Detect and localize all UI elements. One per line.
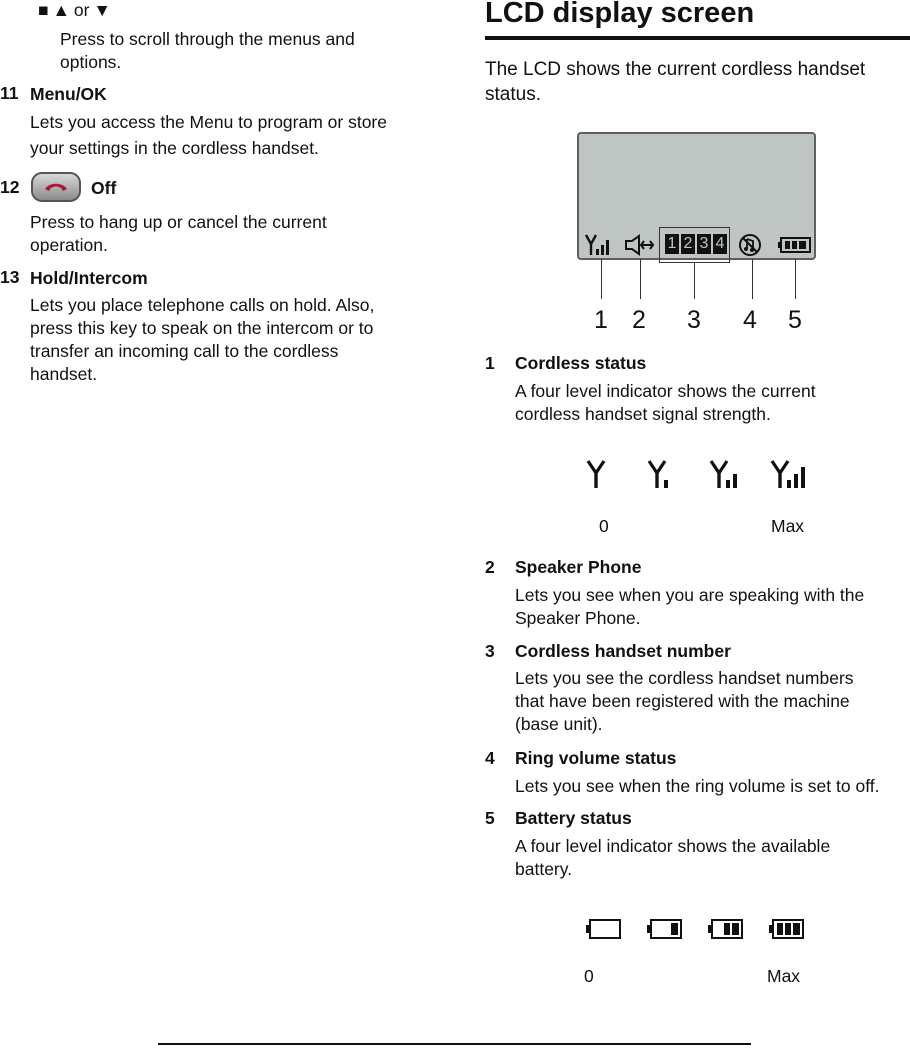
- callout-number-2: 2: [632, 306, 646, 334]
- callout-line-1: [601, 259, 602, 299]
- signal-strength-icon: [585, 234, 613, 256]
- title-divider: [485, 36, 910, 40]
- signal-level-1-icon: [647, 459, 671, 489]
- battery-full-icon: [778, 236, 812, 254]
- callout-number-3: 3: [687, 306, 701, 334]
- signal-scale-max: Max: [771, 516, 805, 536]
- section-desc-cordless-status: A four level indicator shows the current cordless handset signal strength.: [515, 381, 816, 424]
- section-title-cordless-status: Cordless status: [515, 353, 647, 373]
- item-number-13: 13: [0, 267, 20, 287]
- section-title-ring-volume: Ring volume status: [515, 748, 677, 768]
- battery-scale-min: 0: [584, 966, 594, 986]
- down-arrow-icon: ▼: [93, 0, 111, 20]
- hang-up-icon: [43, 180, 69, 194]
- section-title-battery-status: Battery status: [515, 808, 632, 828]
- or-text: or: [73, 0, 90, 20]
- ring-volume-off-icon: [738, 233, 762, 257]
- navigation-keys-desc: Press to scroll through the menus and options.: [60, 29, 355, 72]
- handset-number-indicator: [665, 234, 727, 254]
- battery-scale-max: Max: [767, 966, 801, 986]
- item-desc-off: Press to hang up or cancel the current operation.: [30, 212, 327, 255]
- page-title: LCD display screen: [485, 0, 755, 29]
- section-title-speaker-phone: Speaker Phone: [515, 557, 642, 577]
- handset-number-2: 2: [681, 234, 695, 254]
- item-title-menu-ok: Menu/OK: [30, 84, 107, 104]
- item-desc-menu-ok: Lets you access the Menu to program or store your settings in the cordless handset.: [30, 112, 387, 158]
- handset-number-3: 3: [697, 234, 711, 254]
- signal-level-0-icon: [586, 459, 606, 489]
- callout-number-1: 1: [594, 306, 608, 334]
- battery-level-1-icon: [647, 917, 683, 941]
- item-number-12: 12: [0, 177, 20, 197]
- section-desc-battery-status: A four level indicator shows the available battery.: [515, 836, 831, 879]
- section-number-3: 3: [485, 641, 495, 661]
- footer-divider: [158, 1043, 751, 1045]
- callout-number-4: 4: [743, 306, 757, 334]
- battery-level-2-icon: [708, 917, 744, 941]
- off-button: [31, 172, 81, 202]
- callout-line-3: [694, 262, 695, 299]
- item-number-11: 11: [0, 83, 19, 103]
- section-number-1: 1: [485, 353, 495, 373]
- item-desc-hold-intercom: Lets you place telephone calls on hold. Also, press this key to speak on the intercom or to transfer an incoming call to the cordless handset.: [30, 295, 375, 384]
- square-bullet-icon: ■: [38, 0, 49, 20]
- callout-number-5: 5: [788, 306, 802, 334]
- section-title-handset-number: Cordless handset number: [515, 641, 731, 661]
- signal-scale-min: 0: [599, 516, 609, 536]
- section-number-5: 5: [485, 808, 495, 828]
- signal-level-3-icon: [770, 459, 806, 489]
- battery-level-0-icon: [586, 917, 622, 941]
- item-title-off: Off: [91, 178, 117, 198]
- signal-level-2-icon: [709, 459, 739, 489]
- speaker-phone-icon: [624, 234, 656, 256]
- section-desc-ring-volume: Lets you see when the ring volume is set to off.: [515, 776, 880, 796]
- section-number-2: 2: [485, 557, 495, 577]
- section-desc-speaker-phone: Lets you see when you are speaking with the Speaker Phone.: [515, 585, 865, 628]
- section-desc-handset-number: Lets you see the cordless handset numbers that have been registered with the machine (base unit).: [515, 668, 854, 734]
- handset-number-4: 4: [713, 234, 727, 254]
- callout-line-4: [752, 259, 753, 299]
- battery-level-3-icon: [769, 917, 805, 941]
- callout-line-5: [795, 259, 796, 299]
- callout-line-2: [640, 259, 641, 299]
- handset-number-1: 1: [665, 234, 679, 254]
- navigation-keys-line: [38, 0, 115, 21]
- section-number-4: 4: [485, 748, 495, 768]
- up-arrow-icon: ▲: [52, 0, 70, 20]
- intro-text: The LCD shows the current cordless handset status.: [485, 59, 866, 105]
- item-title-hold-intercom: Hold/Intercom: [30, 268, 148, 288]
